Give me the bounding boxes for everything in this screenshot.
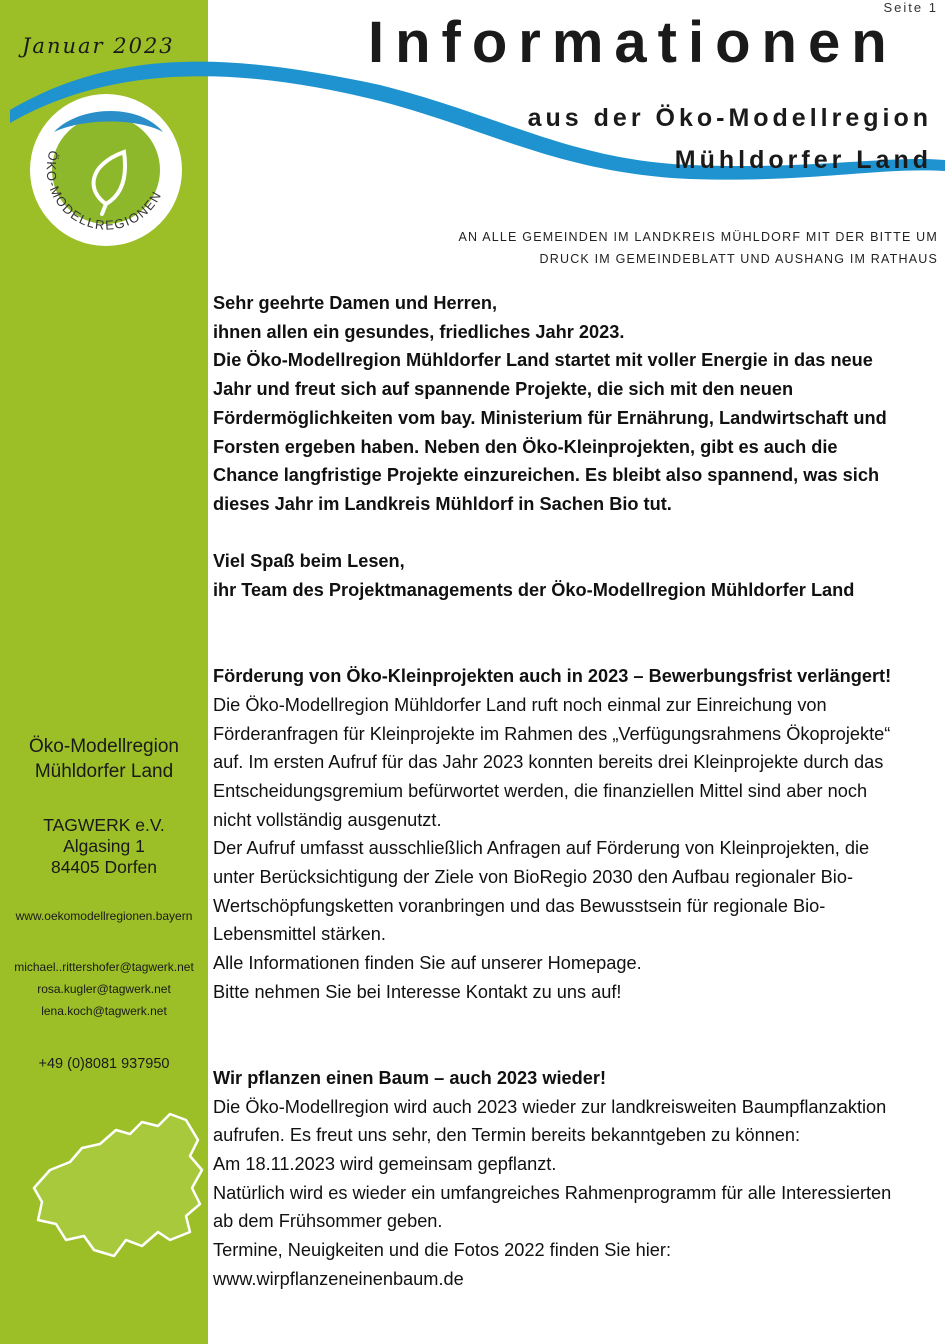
section-line: Die Öko-Modellregion wird auch 2023 wieder zur landkreisweiten Baumpflanzaktion (213, 1096, 887, 1117)
section-line: auf. Im ersten Aufruf für das Jahr 2023 konnten bereits drei Kleinprojekte durch das (213, 752, 884, 773)
org-line: Mühldorfer Land (34, 761, 174, 782)
intro-line: Sehr geehrte Damen und Herren, (213, 293, 498, 313)
intro-block (213, 289, 943, 605)
section-line: Termine, Neuigkeiten und die Fotos 2022 finden Sie hier: (213, 1240, 671, 1261)
subtitle-land: Mühldorfer Land (674, 146, 932, 174)
district-map-outline-icon (30, 1100, 210, 1270)
section-line: ab dem Frühsommer geben. (213, 1211, 443, 1232)
section-line: unter Berücksichtigung der Ziele von BioRegio 2030 den Aufbau regionaler Bio- (213, 867, 853, 888)
closing-signature: ihr Team des Projektmanagements der Öko-Modellregion Mühldorfer Land (213, 580, 855, 601)
email-link[interactable]: lena.koch@tagwerk.net (41, 1004, 167, 1018)
sidebar-website-link[interactable]: www.oekomodellregionen.bayern (15, 909, 193, 923)
section-line: aufrufen. Es freut uns sehr, den Termin bereits bekanntgeben zu können: (213, 1125, 801, 1146)
address-line: TAGWERK e.V. (43, 815, 165, 835)
section-line: Natürlich wird es wieder ein umfangreiches Rahmenprogramm für alle Interessierten (213, 1182, 892, 1203)
intro-line: Chance langfristige Projekte einzureichen. Es bleibt also spannend, was sich (213, 465, 880, 486)
intro-line: Forsten ergeben haben. Neben den Öko-Kleinprojekten, gibt es auch die (213, 436, 838, 457)
website-link[interactable]: www.wirpflanzeneinenbaum.de (213, 1268, 464, 1289)
closing-greeting: Viel Spaß beim Lesen, (213, 551, 405, 572)
section-line: Am 18.11.2023 wird gemeinsam gepflanzt. (213, 1154, 557, 1175)
section-line: Förderanfragen für Kleinprojekte im Rahmen des „Verfügungsrahmens Ökoprojekte“ (213, 723, 891, 744)
org-line: Öko-Modellregion (29, 736, 179, 757)
section-line: Lebensmittel stärken. (213, 924, 386, 945)
intro-line: ihnen allen ein gesundes, friedliches Jahr 2023. (213, 321, 625, 342)
email-link[interactable]: michael..rittershofer@tagwerk.net (14, 960, 194, 974)
intro-line: Fördermöglichkeiten vom bay. Ministerium für Ernährung, Landwirtschaft und (213, 407, 887, 428)
subtitle-region: aus der Öko-Modellregion (527, 104, 932, 132)
section-baumpflanzung (213, 1064, 943, 1294)
section-line: Alle Informationen finden Sie auf unserer Homepage. (213, 953, 642, 974)
page-number: Seite 1 (883, 0, 938, 15)
main-content (213, 289, 943, 1294)
section-line: Wertschöpfungsketten voranbringen und das Bewusstsein für regionale Bio- (213, 895, 826, 916)
newsletter-title: Informationen (368, 10, 898, 75)
sidebar-phone: +49 (0)8081 937950 (38, 1056, 170, 1072)
intro-line: dieses Jahr im Landkreis Mühldorf in Sachen Bio tut. (213, 493, 672, 514)
intro-line: Die Öko-Modellregion Mühldorfer Land startet mit voller Energie in das neue (213, 350, 873, 371)
section-line: Die Öko-Modellregion Mühldorfer Land ruft noch einmal zur Einreichung von (213, 694, 827, 715)
address-line: Algasing 1 (63, 836, 145, 856)
section-line: Der Aufruf umfasst ausschließlich Anfragen auf Förderung von Kleinprojekten, die (213, 838, 870, 859)
section-heading: Wir pflanzen einen Baum – auch 2023 wieder! (213, 1067, 607, 1088)
address-line: 84405 Dorfen (50, 857, 158, 877)
intro-line: Jahr und freut sich auf spannende Projekte, die sich mit den neuen (213, 379, 794, 400)
notice-line: DRUCK IM GEMEINDEBLATT UND AUSHANG IM RATHAUS (539, 252, 938, 266)
sidebar-address (0, 815, 208, 878)
section-line: nicht vollständig ausgenutzt. (213, 809, 442, 830)
logo-text: ÖKO-MODELLREGIONEN (43, 149, 165, 233)
distribution-notice (418, 226, 938, 270)
email-link[interactable]: rosa.kugler@tagwerk.net (37, 982, 171, 996)
issue-date: Januar 2023 (22, 34, 175, 58)
notice-line: AN ALLE GEMEINDEN IM LANDKREIS MÜHLDORF MIT DER BITTE UM (458, 230, 938, 244)
section-line: Bitte nehmen Sie bei Interesse Kontakt zu uns auf! (213, 981, 622, 1002)
oeko-modellregion-logo (28, 92, 184, 248)
section-heading: Förderung von Öko-Kleinprojekten auch in 2023 – Bewerbungsfrist verlängert! (213, 666, 892, 687)
section-kleinprojekte (213, 662, 943, 1006)
sidebar-emails (0, 956, 208, 1022)
sidebar-org-name (0, 734, 208, 784)
section-line: Entscheidungsgremium befürwortet werden, die finanziellen Mittel sind aber noch (213, 780, 868, 801)
